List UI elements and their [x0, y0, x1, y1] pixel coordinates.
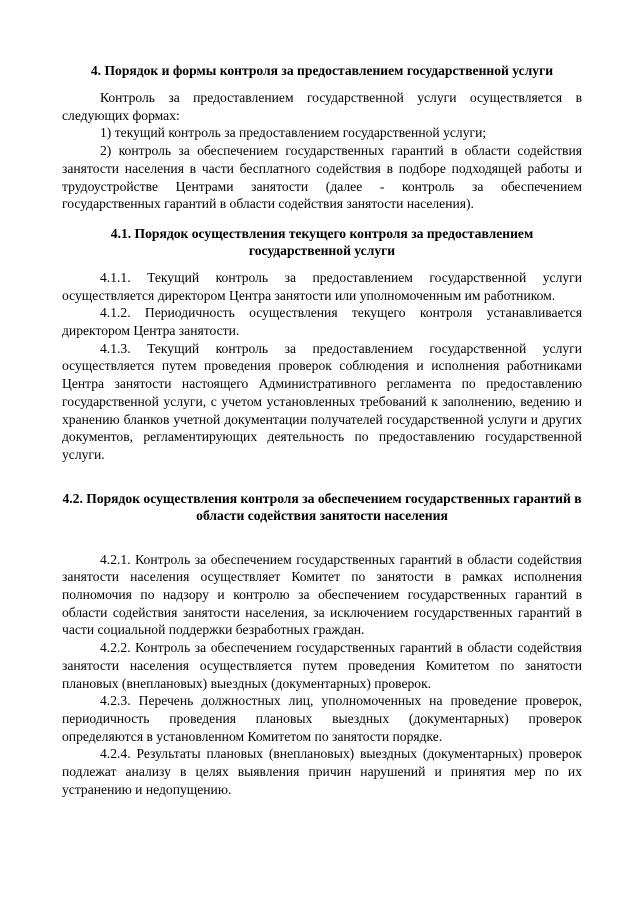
paragraph-4-2-3: 4.2.3. Перечень должностных лиц, уполномоченных на проведение проверок, периодичность проведения плановых выездных (документарных) проверок определяются в установленном Комитетом по занятости порядке.: [62, 693, 582, 744]
section-4-heading: 4. Порядок и формы контроля за предоставлением государственной услуги: [90, 63, 554, 78]
spacer: [62, 213, 582, 225]
spacer: [62, 524, 582, 551]
section-4-1-heading: 4.1. Порядок осуществления текущего контроля за предоставлением государственной услуги: [110, 225, 534, 258]
spacer: [62, 464, 582, 490]
section-4-2-heading: 4.2. Порядок осуществления контроля за обеспечением государственных гарантий в области содействия занятости населения: [62, 490, 582, 523]
section-4-item-2: 2) контроль за обеспечением государственных гарантий в области содействия занятости населения в части бесплатного содействия в подборе подходящей работы и трудоустройстве Центрами занятости (далее - контроль за обеспечением государственных гарантий в области содействия занятости населения).: [62, 143, 582, 212]
paragraph-4-1-1: 4.1.1. Текущий контроль за предоставлением государственной услуги осуществляется директором Центра занятости или уполномоченным им работником.: [62, 269, 582, 303]
paragraph-4-1-3: 4.1.3. Текущий контроль за предоставлением государственной услуги осуществляется путем проведения проверок соблюдения и исполнения работниками Центра занятости настоящего Административного регламента по предоставлению государственной услуги, с учетом установленных требований к заполнению, ведению и хранению бланков учетной документации получателей государственной услуги и других документов, регламентирующих деятельность по предоставлению государственной услуги.: [62, 340, 582, 462]
section-4-intro: Контроль за предоставлением государственной услуги осуществляется в следующих формах:: [62, 90, 582, 123]
spacer: [62, 79, 582, 89]
paragraph-4-2-4: 4.2.4. Результаты плановых (внеплановых) выездных (документарных) проверок подлежат анализу в целях выявления причин нарушений и принятия мер по их устранению и недопущению.: [62, 746, 582, 797]
spacer: [62, 259, 582, 269]
paragraph-4-1-2: 4.1.2. Периодичность осуществления текущего контроля устанавливается директором Центра занятости.: [62, 305, 582, 339]
paragraph-4-2-1: 4.2.1. Контроль за обеспечением государственных гарантий в области содействия занятости населения осуществляет Комитет по занятости в рамках исполнения полномочия по надзору и контролю за обеспечением государственных гарантий в области содействия занятости населения, за исключением государственных гарантий в части социальной поддержки безработных граждан.: [62, 551, 582, 638]
section-4-item-1: 1) текущий контроль за предоставлением государственной услуги;: [100, 125, 487, 141]
document-page: [62, 62, 582, 799]
paragraph-4-2-2: 4.2.2. Контроль за обеспечением государственных гарантий в области содействия занятости населения осуществляется путем проведения Комитетом по занятости плановых (внеплановых) выездных (документарных) проверок.: [62, 640, 582, 691]
